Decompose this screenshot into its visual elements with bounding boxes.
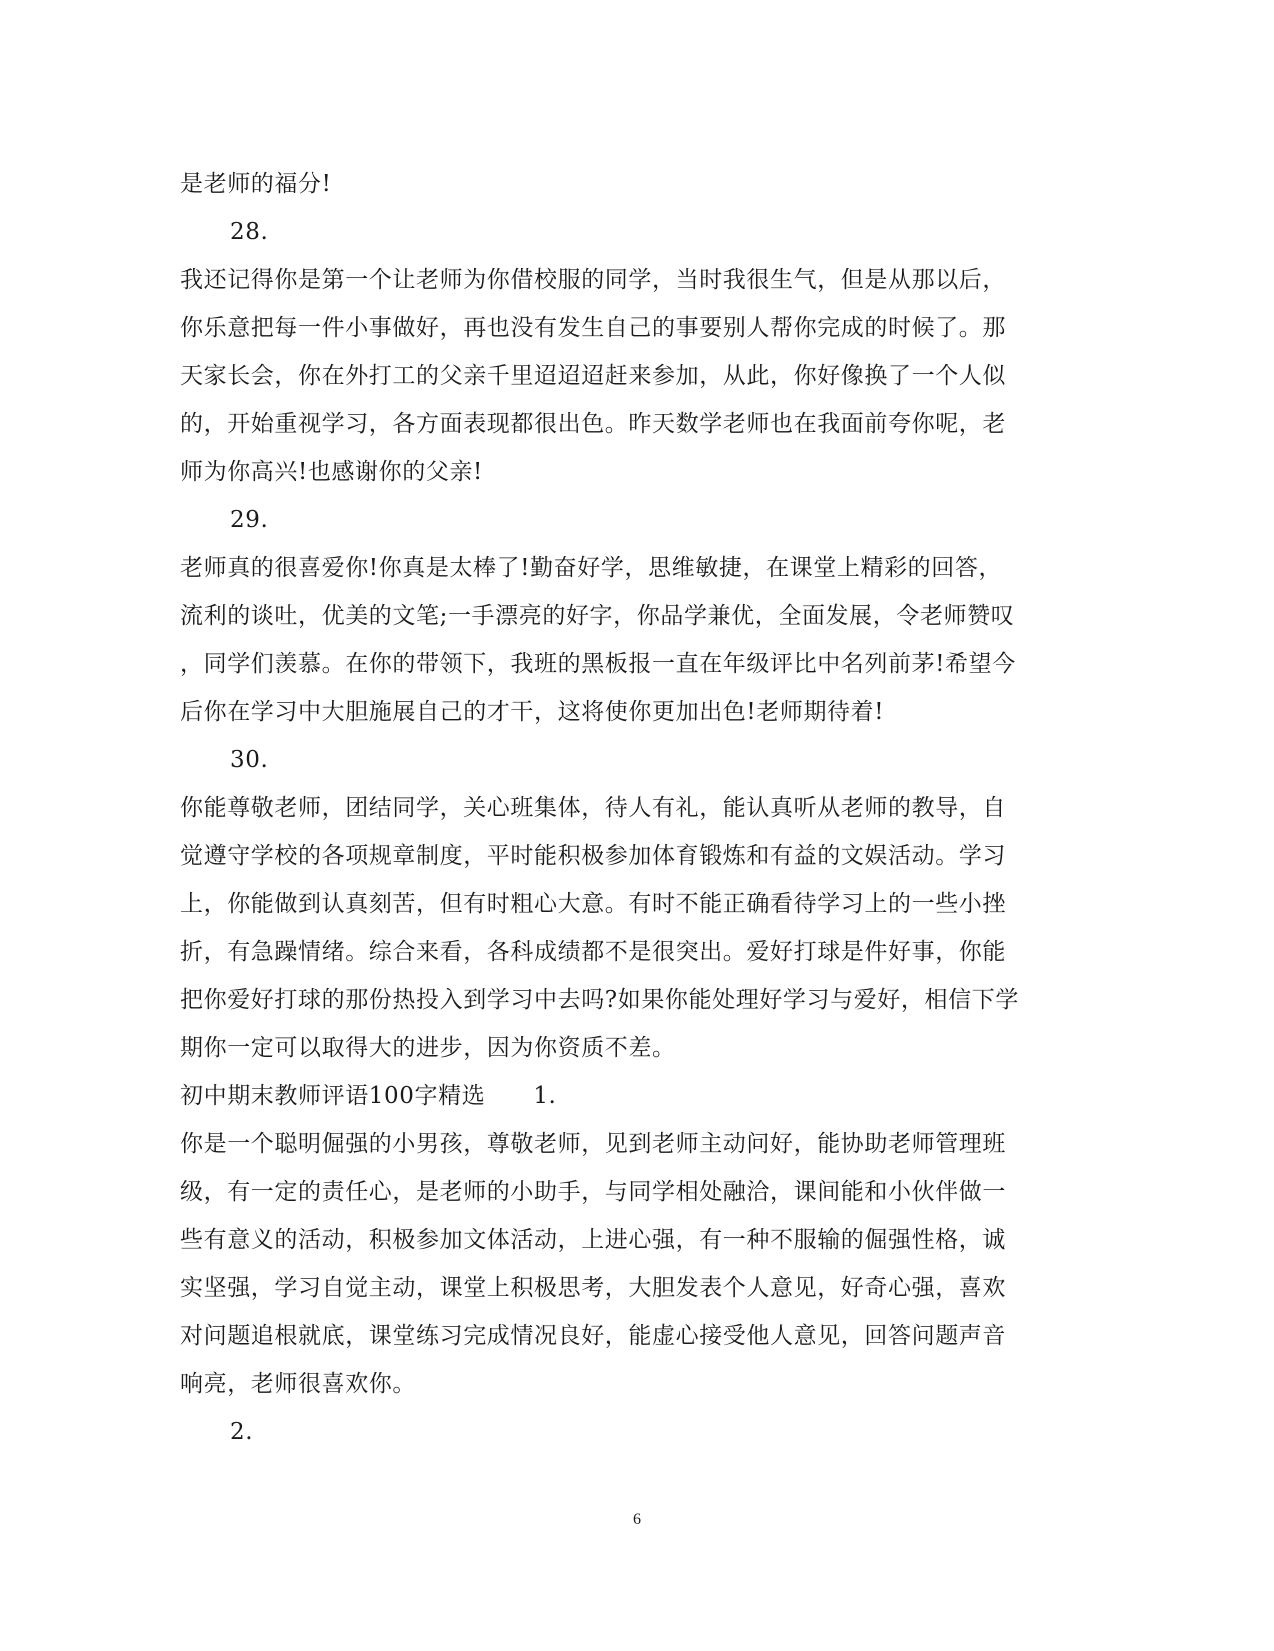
text-line: 对问题追根就底，课堂练习完成情况良好，能虚心接受他人意见，回答问题声音	[180, 1323, 1006, 1349]
text-line: 天家长会，你在外打工的父亲千里迢迢迢赶来参加，从此，你好像换了一个人似	[180, 363, 1006, 389]
text-line: ，同学们羡慕。在你的带领下，我班的黑板报一直在年级评比中名列前茅!希望今	[180, 651, 1016, 677]
text-line: 期你一定可以取得大的进步，因为你资质不差。	[180, 1035, 676, 1061]
comment-number: 29.	[230, 507, 269, 533]
comment-number: 30.	[230, 747, 269, 773]
text-line: 响亮，老师很喜欢你。	[180, 1371, 416, 1397]
text-line: 些有意义的活动，积极参加文体活动，上进心强，有一种不服输的倔强性格，诚	[180, 1227, 1006, 1253]
page-number: 6	[633, 1511, 641, 1528]
text-line: 后你在学习中大胆施展自己的才干，这将使你更加出色!老师期待着!	[180, 699, 885, 725]
text-line: 级，有一定的责任心，是老师的小助手，与同学相处融洽，课间能和小伙伴做一	[180, 1179, 1006, 1205]
text-line: 觉遵守学校的各项规章制度，平时能积极参加体育锻炼和有益的文娱活动。学习	[180, 843, 1006, 869]
text-line: 是老师的福分!	[180, 171, 332, 197]
text-line: 你乐意把每一件小事做好，再也没有发生自己的事要别人帮你完成的时候了。那	[180, 315, 1006, 341]
text-line: 实坚强，学习自觉主动，课堂上积极思考，大胆发表个人意见，好奇心强，喜欢	[180, 1275, 1006, 1301]
text-line: 你是一个聪明倔强的小男孩，尊敬老师，见到老师主动问好，能协助老师管理班	[180, 1131, 1006, 1157]
text-line: 的，开始重视学习，各方面表现都很出色。昨天数学老师也在我面前夸你呢，老	[180, 411, 1006, 437]
text-line: 上，你能做到认真刻苦，但有时粗心大意。有时不能正确看待学习上的一些小挫	[180, 891, 1006, 917]
text-line: 你能尊敬老师，团结同学，关心班集体，待人有礼，能认真听从老师的教导，自	[180, 795, 1006, 821]
text-line: 老师真的很喜爱你!你真是太棒了!勤奋好学，思维敏捷，在课堂上精彩的回答，	[180, 555, 1003, 581]
comment-number: 28.	[230, 219, 269, 245]
document-body	[180, 160, 1040, 1456]
section-title: 初中期末教师评语100字精选	[180, 1083, 486, 1109]
comment-number: 1.	[533, 1083, 557, 1109]
text-line: 流利的谈吐，优美的文笔;一手漂亮的好字，你品学兼优，全面发展，令老师赞叹	[180, 603, 1015, 629]
text-line: 师为你高兴!也感谢你的父亲!	[180, 459, 483, 485]
text-line: 折，有急躁情绪。综合来看，各科成绩都不是很突出。爱好打球是件好事，你能	[180, 939, 1006, 965]
text-line: 我还记得你是第一个让老师为你借校服的同学，当时我很生气，但是从那以后，	[180, 267, 1006, 293]
text-line: 把你爱好打球的那份热投入到学习中去吗?如果你能处理好学习与爱好，相信下学	[180, 987, 1019, 1013]
section-heading	[180, 1072, 1040, 1120]
comment-number: 2.	[230, 1419, 254, 1445]
